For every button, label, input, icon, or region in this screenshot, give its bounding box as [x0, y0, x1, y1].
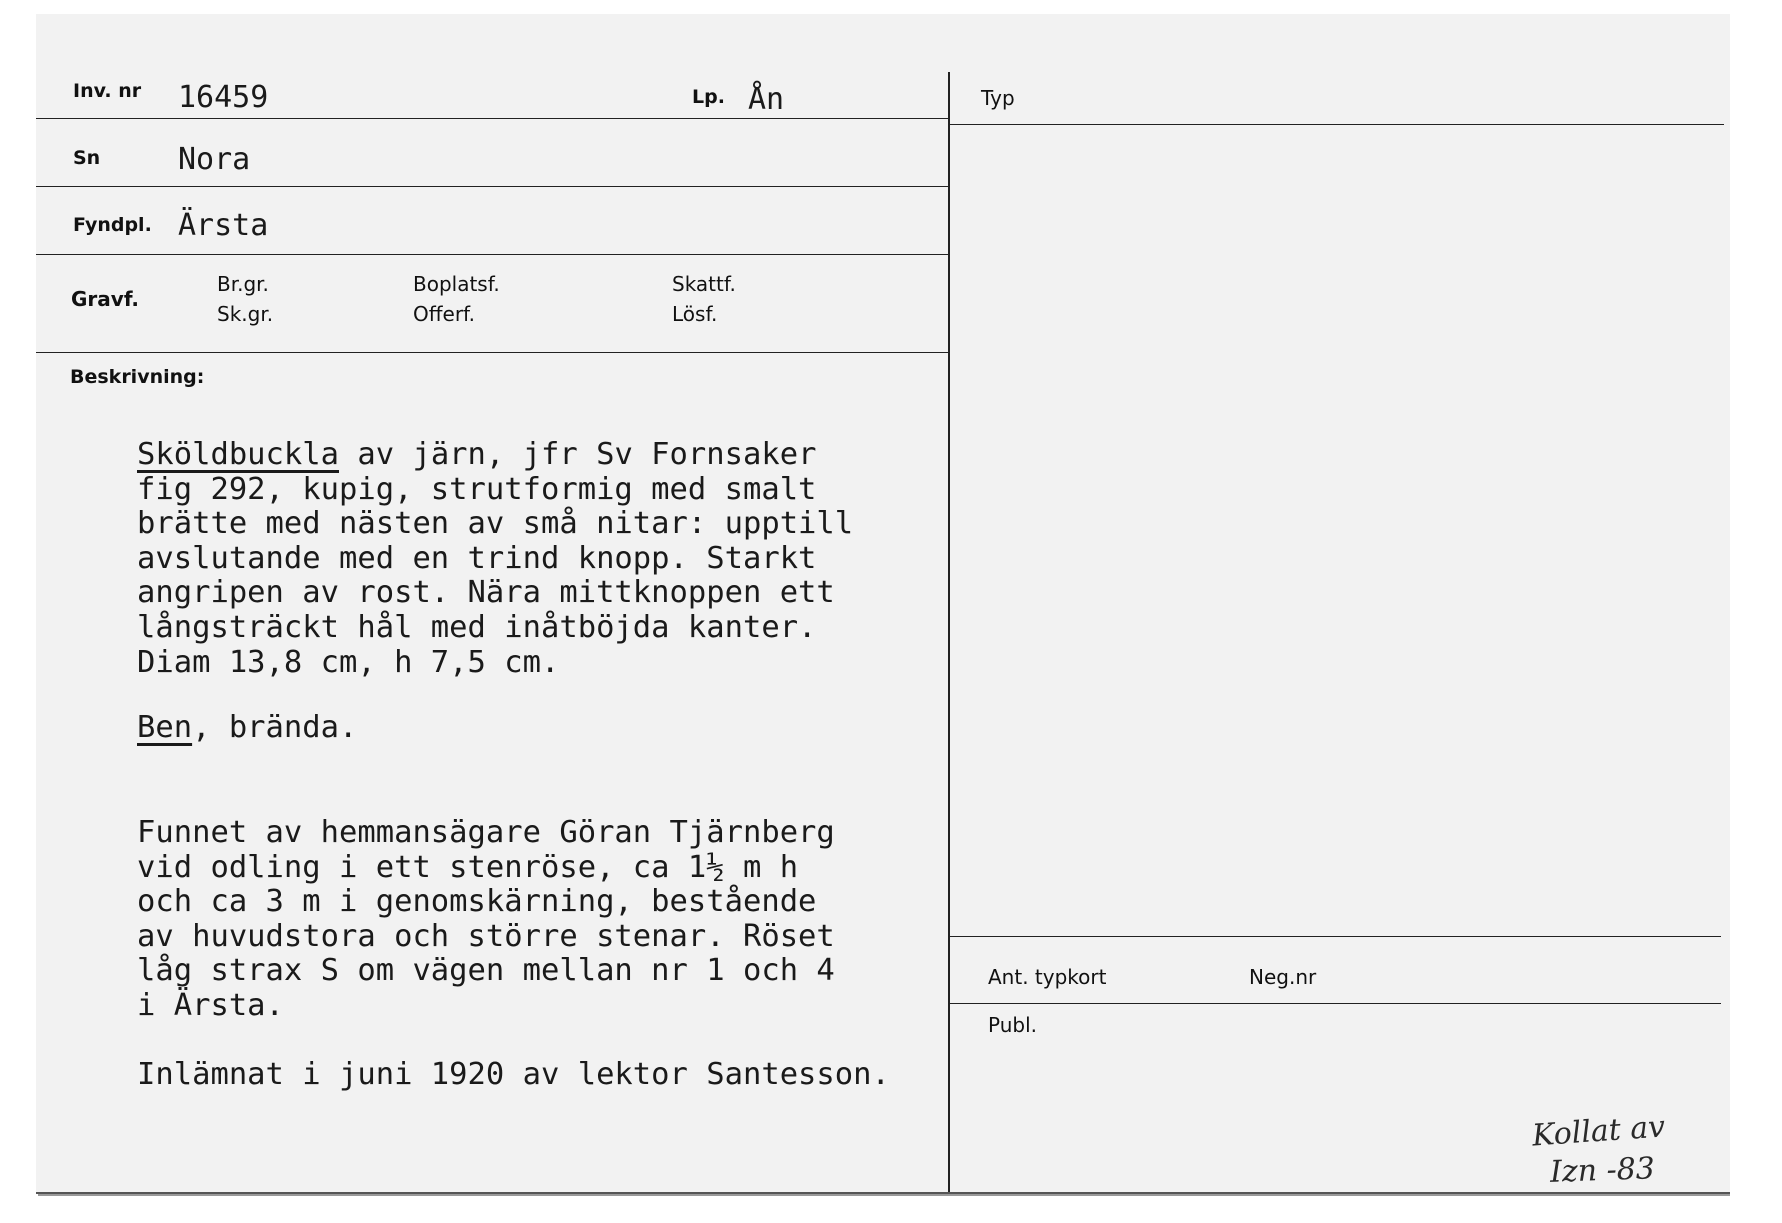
typ-label: Typ: [981, 86, 1015, 110]
column-divider: [948, 72, 950, 1192]
description-line: Funnet av hemmansägare Göran Tjärnberg: [137, 815, 835, 850]
rule-publ: [949, 1003, 1721, 1004]
description-line: av järn, jfr Sv Fornsaker: [339, 437, 817, 472]
description-line: och ca 3 m i genomskärning, bestående: [137, 884, 817, 920]
scan-margin: [1730, 0, 1782, 1223]
rule-fyndpl: [36, 254, 949, 255]
description-line: låg strax S om vägen mellan nr 1 och 4: [137, 953, 835, 989]
description-line: Inlämnat i juni 1920 av lektor Santesson.: [137, 1057, 890, 1092]
object-name: Sköldbuckla: [137, 437, 339, 472]
lp-value: Ån: [748, 82, 785, 117]
rule-gravf: [36, 352, 949, 353]
fyndpl-label: Fyndpl.: [73, 214, 152, 236]
description-paragraph-4: [137, 1058, 890, 1093]
rule-inv: [36, 118, 949, 119]
sn-value: Nora: [178, 142, 251, 177]
object-name: Ben: [137, 710, 193, 745]
description-line: långsträckt hål med inåtböjda kanter.: [137, 609, 817, 645]
rule-sn: [36, 186, 949, 187]
description-paragraph-2: [137, 711, 357, 746]
description-paragraph-3: [137, 816, 835, 1024]
option-sk-gr: Sk.gr.: [217, 302, 274, 326]
neg-nr-label: Neg.nr: [1249, 965, 1317, 989]
description-line: av huvudstora och större stenar. Röset: [137, 918, 835, 954]
description-line: angripen av rost. Nära mittknoppen ett: [137, 575, 835, 611]
description-line: avslutande med en trind knopp. Starkt: [137, 540, 817, 576]
description-line: , brända.: [192, 710, 358, 745]
description-line: i Ärsta.: [137, 987, 284, 1023]
description-line: brätte med nästen av små nitar: upptill: [137, 506, 854, 542]
rule-typ: [949, 124, 1724, 125]
option-offerf: Offerf.: [413, 302, 475, 326]
option-losf: Lösf.: [672, 302, 718, 326]
fyndpl-value: Ärsta: [178, 208, 269, 243]
option-br-gr: Br.gr.: [217, 272, 269, 296]
handwritten-note-line-1: Kollat av: [1530, 1109, 1667, 1154]
lp-label: Lp.: [692, 86, 725, 108]
handwritten-note-line-2: Izn -83: [1549, 1151, 1656, 1190]
sn-label: Sn: [73, 147, 101, 169]
option-skattf: Skattf.: [672, 272, 736, 296]
description-line: vid odling i ett stenröse, ca 1½ m h: [137, 849, 799, 885]
publ-label: Publ.: [988, 1013, 1037, 1037]
description-line: fig 292, kupig, strutformig med smalt: [137, 471, 817, 507]
rule-ant: [949, 936, 1721, 937]
ant-typkort-label: Ant. typkort: [988, 965, 1107, 989]
beskrivning-label: Beskrivning:: [70, 366, 205, 388]
inv-label: Inv. nr: [73, 80, 142, 102]
inv-number: 16459: [178, 80, 269, 115]
description-paragraph-1: [137, 438, 853, 680]
description-line: Diam 13,8 cm, h 7,5 cm.: [137, 644, 560, 680]
option-boplatsf: Boplatsf.: [413, 272, 500, 296]
gravf-label: Gravf.: [71, 287, 140, 311]
